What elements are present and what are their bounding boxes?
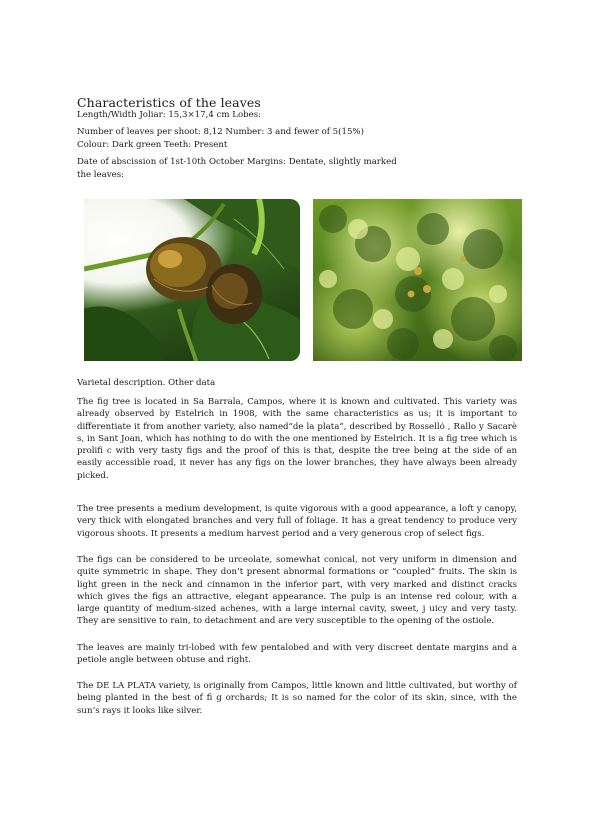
fig-tree-photo bbox=[313, 199, 522, 361]
section-heading: Characteristics of the leaves bbox=[77, 95, 261, 110]
spec-line: the leaves: bbox=[77, 170, 125, 180]
paragraph: The tree presents a medium development, is quite vigorous with a good appearance, a loft y canopy, very thick with elongated branches and very full of foliage. It has a great tendency to produce very vigorous shoots. It presents a medium harvest period and a very generous crop of select figs. bbox=[77, 504, 517, 539]
fig-fruit-photo bbox=[84, 199, 300, 361]
spec-line: Length/Width Joliar: 15,3×17,4 cm Lobes: bbox=[77, 110, 262, 120]
paragraph: The DE LA PLATA variety, is originally from Campos, little known and little cultivated, but worthy of being planted in the best of fi g orchards; It is so named for the color of its skin, since, with the sun’s rays it looks like silver. bbox=[77, 681, 517, 716]
spec-line: Colour: Dark green Teeth: Present bbox=[77, 140, 228, 150]
spec-line: Number of leaves per shoot: 8,12 Number: 3 and fewer of 5(15%) bbox=[77, 127, 364, 137]
spec-line: Date of abscission of 1st-10th October Margins: Dentate, slightly marked bbox=[77, 157, 397, 167]
paragraph: The figs can be considered to be urceolate, somewhat conical, not very uniform in dimension and quite symmetric in shape. They don’t present abnormal formations or “coupled” fruits. The skin is light green in the neck and cinnamon in the inferior part, with very marked and distinct cracks which gives the figs an attractive, elegant appearance. The pulp is an intense red colour, with a large quantity of medium-sized achenes, with a large internal cavity, sweet, j uicy and very tasty. They are sensitive to rain, to detachment and are very susceptible to the opening of the ostiole. bbox=[77, 555, 517, 627]
paragraph: The leaves are mainly tri-lobed with few pentalobed and with very discreet dentate margins and a petiole angle between obtuse and right. bbox=[77, 643, 517, 666]
varietal-title: Varietal description. Other data bbox=[77, 378, 216, 388]
paragraph: The fig tree is located in Sa Barrala, Campos, where it is known and cultivated. This variety was already observed by Estelrich in 1908, with the same characteristics as us; it is important to differentiate it from another variety, also named“de la plata”, described by Rosselló , Rallo y Sacarè s, in Sant Joan, which has nothing to do with the one mentioned by Estelrich. It is a fig tree which is prolifi c with very tasty figs and the proof of this is that, despite the tree being at the side of an easily accessible road, it never has any figs on the lower branches, they have always been already picked. bbox=[77, 397, 517, 481]
